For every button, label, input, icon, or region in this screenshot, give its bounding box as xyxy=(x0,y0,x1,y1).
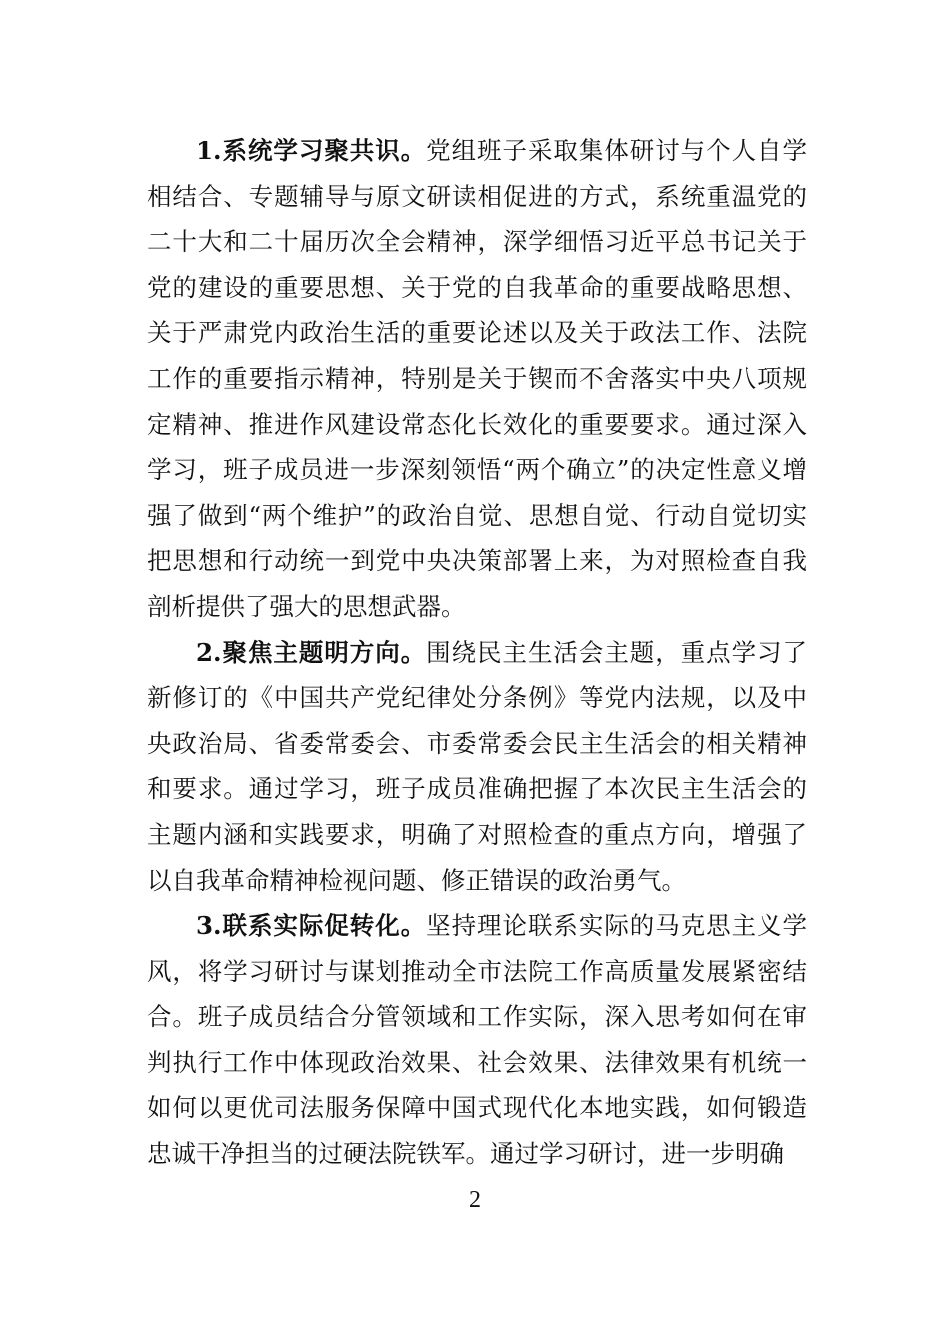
paragraph-1-heading: 1.系统学习聚共识。 xyxy=(196,136,427,165)
page-number: 2 xyxy=(469,1187,481,1213)
body-text xyxy=(147,128,807,1177)
paragraph-3-body: 坚持理论联系实际的马克思主义学风，将学习研讨与谋划推动全市法院工作高质量发展紧密结合。班子成员结合分管领域和工作实际，深入思考如何在审判执行工作中体现政治效果、社会效果、法律效果有机统一如何以更优司法服务保障中国式现代化本地实践，如何锻造忠诚干净担当的过硬法院铁军。通过学习研讨，进一步明确 xyxy=(147,911,807,1169)
paragraph-1 xyxy=(147,128,807,630)
paragraph-3 xyxy=(147,903,807,1177)
paragraph-1-body: 党组班子采取集体研讨与个人自学相结合、专题辅导与原文研读相促进的方式，系统重温党的二十大和二十届历次全会精神，深学细悟习近平总书记关于党的建设的重要思想、关于党的自我革命的重要战略思想、关于严肃党内政治生活的重要论述以及关于政法工作、法院工作的重要指示精神，特别是关于锲而不舍落实中央八项规定精神、推进作风建设常态化长效化的重要要求。通过深入学习，班子成员进一步深刻领悟“两个确立”的决定性意义增强了做到“两个维护”的政治自觉、思想自觉、行动自觉切实把思想和行动统一到党中央决策部署上来，为对照检查自我剖析提供了强大的思想武器。 xyxy=(147,136,807,621)
paragraph-2 xyxy=(147,630,807,904)
paragraph-3-heading: 3.联系实际促转化。 xyxy=(196,911,427,941)
paragraph-2-body: 围绕民主生活会主题，重点学习了新修订的《中国共产党纪律处分条例》等党内法规，以及中央政治局、省委常委会、市委常委会民主生活会的相关精神和要求。通过学习，班子成员准确把握了本次民主生活会的主题内涵和实践要求，明确了对照检查的重点方向，增强了以自我革命精神检视问题、修正错误的政治勇气。 xyxy=(147,637,807,895)
paragraph-2-heading: 2.聚焦主题明方向。 xyxy=(196,637,427,667)
